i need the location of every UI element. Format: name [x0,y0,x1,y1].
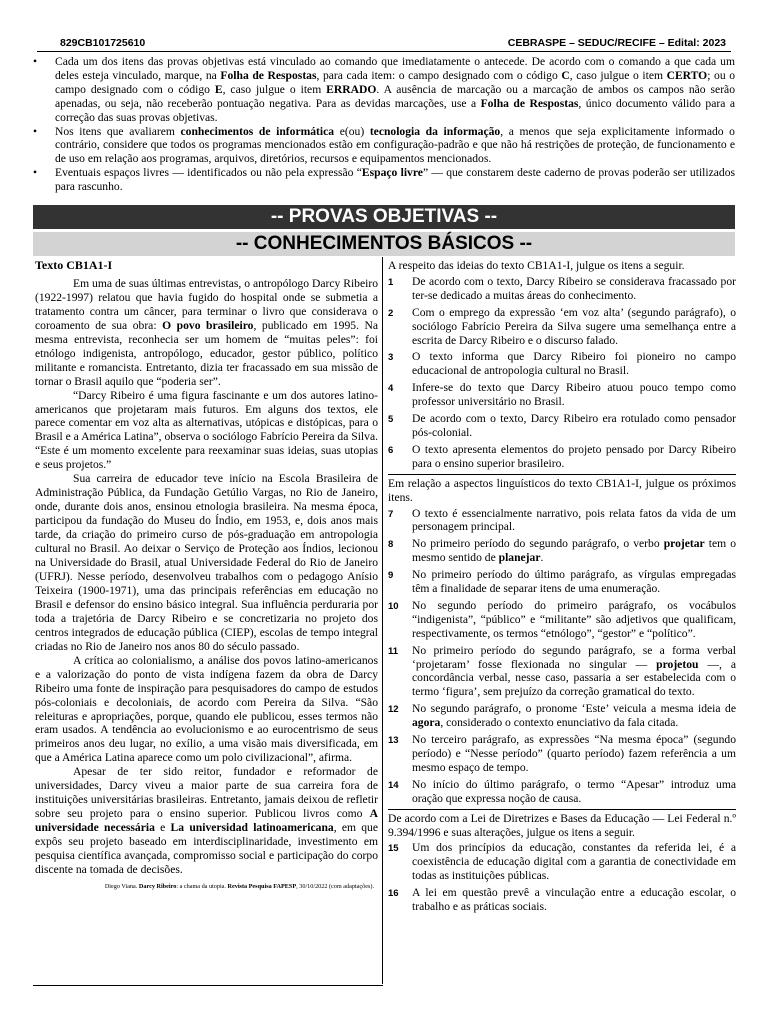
text-run: O texto apresenta elementos do projeto pensado por Darcy Ribeiro para o ensino superior brasileiro. [412,442,736,470]
question-number: 6 [388,444,394,456]
question-section [388,809,736,914]
text-paragraph [35,472,378,653]
question-number: 15 [388,843,399,855]
bold-text: Folha de Respostas [480,96,579,110]
question-item [388,644,736,700]
question-item [388,507,736,535]
bold-text: CERTO [666,68,708,82]
question-item [388,599,736,641]
bold-text: tecnologia da informação [369,124,501,138]
question-section [388,474,736,806]
text-run: , único documento válido para a correção das suas provas objetivas. [55,96,735,124]
question-item [388,381,736,409]
text-run: —, a concordância verbal, nesse caso, passaria a ser estabelecida com o termo ‘figura’, sem prejuízo da correção gramatical do texto. [412,657,736,699]
text-run: . [540,551,544,565]
text-run: Infere-se do texto que Darcy Ribeiro atuou pouco tempo como professor universitário no Brasil. [412,381,736,409]
section-instruction: Em relação a aspectos linguísticos do texto CB1A1-I, julgue os próximos itens. [388,476,736,504]
text-run: No segundo parágrafo, o pronome ‘Este’ veicula a mesma ideia de [412,702,736,716]
text-run: ” — que constarem deste caderno de provas poderão ser utilizados para rascunho. [55,166,736,194]
text-run: , caso julgue o item [222,82,327,96]
questions-column [388,257,736,917]
question-number: 14 [388,779,399,791]
text-run: No segundo período do primeiro parágrafo, os vocábulos “indigenista”, “público” e “militante” são adjetivos que qualificam, respectivamente, os termos “etnólogo”, “gestor” e “político”. [412,598,736,640]
bullet-icon: • [33,166,38,180]
text-run: Com o emprego da expressão ‘em voz alta’ (segundo parágrafo), o sociólogo Fabrício Pereira da Silva sugere uma semelhança entre a escrita de Darcy Ribeiro e o discurso falado. [412,305,736,347]
bold-text: Darcy Ribeiro [138,882,177,890]
text-run: No primeiro período do último parágrafo, as vírgulas empregadas têm a finalidade de separar itens de uma enumeração. [412,568,736,596]
bold-text: E [214,82,223,96]
instruction-item [33,55,735,125]
text-run: , a menos que seja explicitamente informado o contrário, considere que todos os programas mencionados estão em configuração-padrão e que não há restrições de proteção, de funcionamento e de uso em relação aos programas, arquivos, diretórios, recursos e equipamentos mencionados. [55,124,735,166]
text-run: Um dos princípios da educação, constantes da referida lei, é a coexistência de educação digital com a garantia de conectividade em todas as instituições públicas. [412,841,736,883]
question-item [388,702,736,730]
banner-conhecimentos-basicos: -- CONHECIMENTOS BÁSICOS -- [33,232,735,256]
section-instruction: De acordo com a Lei de Diretrizes e Bases da Educação — Lei Federal n.º 9.394/1996 e suas alterações, julgue os itens a seguir. [388,811,736,839]
question-number: 9 [388,570,394,582]
text-run: Em uma de suas últimas entrevistas, o antropólogo Darcy Ribeiro (1922-1997) relatou que havia fugido do hospital onde se submetia a tratamento contra um câncer, para terminar o livro que considerava o coroamento de sua obra: [35,276,378,332]
question-item [388,275,736,303]
text-run: e(ou) [334,124,370,138]
text-run: De acordo com o texto, Darcy Ribeiro se considerava fracassado por ter-se dedicado a muitas áreas do conhecimento. [412,274,736,302]
question-number: 8 [388,539,394,551]
instructions-list [33,55,735,194]
text-bottom-divider [33,985,383,986]
text-run: “Darcy Ribeiro é uma figura fascinante e um dos autores latino-americanos que projetaram mais futuros. Em alguns dos textos, ele parece comentar em voz alta as alternativas, utópicas e distópicas, para o Brasil e a América Latina”, observa o sociólogo Fabrício Pereira da Silva. “Este é um momento excelente para reexaminar suas ideias, suas utopias e seus projetos.” [35,388,378,472]
instruction-item [33,125,735,167]
text-paragraph [35,765,378,877]
question-item [388,568,736,596]
question-item [388,841,736,883]
instruction-item [33,166,735,194]
text-run: A crítica ao colonialismo, a análise dos povos latino-americanos e a valorização do ponto de vista indígena fazem da obra de Darcy Ribeiro uma fonte de inspiração para pesquisadores do campo de estudos pós-coloniais e decoloniais, de acordo com Pereira da Silva. “São releituras e apropriações, porque, quando ele publicou, esses termos não eram usados. A tendência ao evolucionismo e ao eurocentrismo de seus primeiros anos deu lugar, no exílio, a uma visão mais diversificada, em que a América Latina aparece como um polo civilizacional”, afirma. [35,653,378,765]
text-run: , em que expôs seu projeto baseado em interdisciplinaridade, investimento em pesquisa científica avançada, compromisso social e participação do corpo discente na tomada de decisões. [35,821,378,876]
header-divider [37,51,731,52]
exam-title: CEBRASPE – SEDUC/RECIFE – Edital: 2023 [507,37,726,49]
question-number: 2 [388,307,394,319]
question-number: 5 [388,414,394,426]
bold-text: Revista Pesquisa FAPESP [227,882,297,890]
question-number: 1 [388,276,394,288]
exam-code: 829CB101725610 [60,37,146,49]
question-number: 3 [388,352,394,364]
question-item [388,537,736,565]
text-run: . A ausência de marcação ou a marcação de ambos os campos não serão apenadas, ou seja, não receberão pontuação negativa. Para as devidas marcações, use a [55,82,735,110]
text-run: No primeiro período do segundo parágrafo, o verbo [412,537,664,551]
bold-text: Folha de Respostas [220,68,317,82]
text-run: Apesar de ter sido reitor, fundador e reformador de universidades, Darcy viveu a maior parte de sua carreira fora de instituições universitárias brasileiras. Entretanto, jamais deixou de refletir sobre seu projeto para o ensino superior. Publicou livros como [35,765,378,821]
bold-text: projetou [656,657,699,671]
text-run: O texto informa que Darcy Ribeiro foi pioneiro no campo educacional de antropologia cultural no Brasil. [412,350,736,378]
text-run: No primeiro período do segundo parágrafo, se a forma verbal ‘projetaram’ fosse flexionada no singular — [412,643,736,671]
text-run: O texto é essencialmente narrativo, pois relata fatos da vida de um personagem principal. [412,506,736,534]
text-run: , caso julgue o item [569,68,667,82]
text-paragraph [35,277,378,389]
question-item [388,778,736,806]
text-run: , para cada item: o campo designado com o código [316,68,562,82]
text-run: , 30/10/2022 (com adaptações). [296,882,374,890]
text-run: Sua carreira de educador teve início na Escola Brasileira de Administração Pública, da Fundação Getúlio Vargas, no Rio de Janeiro, onde, durante dois anos, ensinou etnologia brasileira. Na mesma época, participou da fundação do Museu do Índio, em 1953, e, dois anos mais tarde, da criação do primeiro curso de pós-graduação em antropologia cultural no Brasil. Ao deixar o Serviço de Proteção aos Índios, lecionou na Universidade do Brasil, atual Universidade Federal do Rio de Janeiro (UFRJ). Nesse período, desenvolveu trabalhos com o pedagogo Anísio Teixeira (1900-1971), uma das principais referências em educação no Brasil e defensor do ensino básico integral. Sua influência perduraria por toda a trajetória de Darcy Ribeiro e se concretizaria no projeto dos centros integrados de educação pública (CIEP), escolas de tempo integral criadas no Rio de Janeiro nos anos 80 do século passado. [35,472,378,653]
text-column [33,257,383,984]
question-item [388,412,736,440]
bold-text: A universidade necessária [35,807,378,835]
bold-text: C [561,68,570,82]
question-number: 7 [388,508,394,520]
question-number: 13 [388,735,399,747]
text-run: De acordo com o texto, Darcy Ribeiro era rotulado como pensador pós-colonial. [412,412,736,439]
bold-text: planejar [498,551,541,565]
text-run: No terceiro parágrafo, as expressões “Na mesma época” (segundo período) e “Nesse período” (quarto período) fazem referência a um mesmo espaço de tempo. [412,733,736,774]
bullet-icon: • [33,55,38,68]
banner-provas-objetivas: -- PROVAS OBJETIVAS -- [33,205,735,229]
text-paragraph [35,654,378,766]
text-run: , publicado em 1995. Na mesma entrevista, reconhecia ser um homem de “muitas peles”: foi etnólogo indigenista, antropólogo, educador, gestor público, político militante e romancista. Entretanto, dizia ter fracassado em sua missão de tornar o Brasil aquilo que “poderia ser”. [35,318,378,388]
question-number: 4 [388,383,394,395]
bold-text: ERRADO [326,82,377,96]
page-header [60,35,726,51]
bold-text: agora [412,716,441,730]
text-run: Cada um dos itens das provas objetivas está vinculado ao comando que imediatamente o antecede. De acordo com o comando a que cada um deles esteja vinculado, marque, na [55,55,735,82]
text-source [35,883,378,891]
bold-text: Espaço livre [361,166,423,180]
bold-text: projetar [663,537,705,551]
bold-text: La universidad latinoamericana [170,821,334,835]
bullet-icon: • [33,124,38,138]
section-instruction: A respeito das ideias do texto CB1A1-I, julgue os itens a seguir. [388,259,685,272]
question-item [388,443,736,471]
question-section [388,257,736,471]
question-number: 12 [388,704,399,716]
text-run: Eventuais espaços livres — identificados ou não pela expressão “ [55,166,362,180]
text-run: ; ou o campo designado com o código [55,68,735,96]
text-run: tem o mesmo sentido de [412,537,736,565]
question-number: 11 [388,645,399,657]
question-item [388,886,736,914]
text-run: Nos itens que avaliarem [55,124,181,138]
question-number: 16 [388,888,399,900]
text-run: Diego Viana. [104,882,139,890]
text-paragraph [35,389,378,473]
text-run: e [154,821,171,835]
question-item [388,306,736,348]
question-item [388,733,736,775]
question-number: 10 [388,600,399,612]
text-body [35,277,378,877]
text-title: Texto CB1A1-I [35,258,113,272]
text-run: No início do último parágrafo, o termo “Apesar” introduz uma oração que expressa noção de causa. [412,777,736,805]
bold-text: conhecimentos de informática [180,124,335,138]
text-run: , considerado o contexto enunciativo da fala citada. [440,716,679,730]
question-item [388,350,736,378]
bold-text: O povo brasileiro [162,318,254,332]
text-run: A lei em questão prevê a vinculação entre a educação escolar, o trabalho e as práticas sociais. [412,886,736,914]
text-run: : a chama da utopia. [176,882,228,890]
